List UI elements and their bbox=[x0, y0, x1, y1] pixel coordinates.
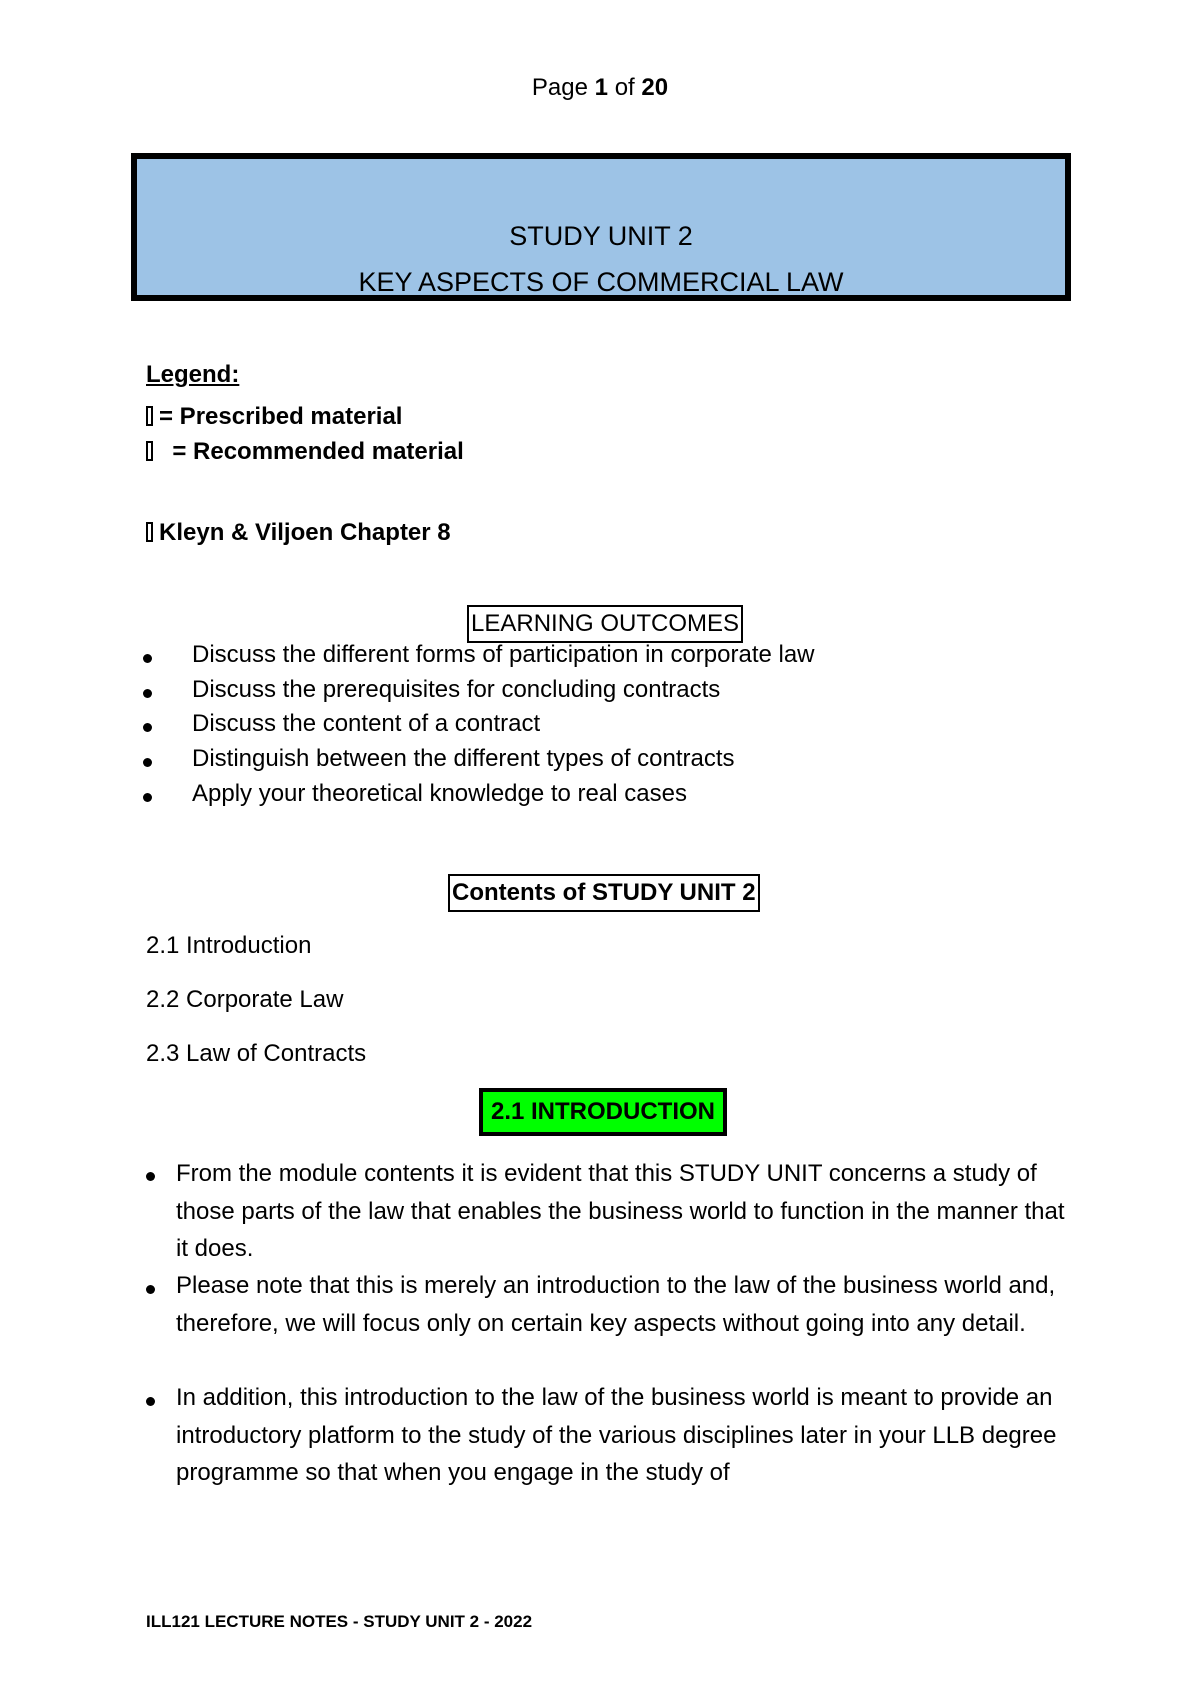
introduction-heading: 2.1 INTRODUCTION bbox=[479, 1088, 727, 1136]
study-unit-subtitle: KEY ASPECTS OF COMMERCIAL LAW bbox=[358, 267, 844, 297]
introduction-paragraph: In addition, this introduction to the law of the business world is meant to provide an introductory platform to the study of the various disciplines later in your LLB degree programme so that when you engage in the study of bbox=[176, 1384, 1057, 1486]
learning-outcome-item: Discuss the different forms of participation in corporate law bbox=[192, 641, 815, 668]
introduction-paragraph: From the module contents it is evident that this STUDY UNIT concerns a study of those parts of the law that enables the business world to function in the manner that it does. bbox=[176, 1160, 1065, 1262]
page-of: of bbox=[614, 74, 635, 101]
bullet bbox=[143, 758, 152, 767]
recommended-icon bbox=[146, 441, 153, 461]
legend-prescribed-text: = Prescribed material bbox=[159, 403, 403, 430]
page-number bbox=[0, 74, 1200, 102]
bullet bbox=[146, 1172, 155, 1181]
page-total: 20 bbox=[641, 74, 669, 101]
toc-item: 2.1 Introduction bbox=[146, 932, 312, 959]
bullet bbox=[143, 723, 152, 732]
legend-prescribed bbox=[146, 403, 402, 431]
study-unit-title: STUDY UNIT 2 bbox=[509, 221, 693, 251]
bullet bbox=[143, 689, 152, 698]
introduction-paragraph: Please note that this is merely an introduction to the law of the business world and, therefore, we will focus only on certain key aspects without going into any detail. bbox=[176, 1272, 1056, 1337]
bullet bbox=[146, 1285, 155, 1294]
reference-text: Kleyn & Viljoen Chapter 8 bbox=[159, 519, 451, 546]
bullet bbox=[146, 1397, 155, 1406]
toc-item: 2.2 Corporate Law bbox=[146, 986, 344, 1013]
learning-outcome-item: Apply your theoretical knowledge to real cases bbox=[192, 780, 687, 807]
legend-recommended bbox=[146, 438, 464, 466]
page-footer: ILL121 LECTURE NOTES - STUDY UNIT 2 - 2022 bbox=[146, 1612, 533, 1631]
bullet bbox=[143, 793, 152, 802]
legend-heading: Legend: bbox=[146, 361, 240, 388]
learning-outcomes-heading: LEARNING OUTCOMES bbox=[467, 605, 743, 643]
bullet bbox=[143, 654, 152, 663]
prescribed-reference bbox=[146, 519, 451, 547]
prescribed-icon bbox=[146, 406, 153, 426]
page-label: Page bbox=[531, 74, 588, 101]
prescribed-icon bbox=[146, 522, 153, 542]
page-current: 1 bbox=[594, 74, 609, 101]
legend-recommended-text: = Recommended material bbox=[159, 438, 464, 465]
learning-outcome-item: Discuss the content of a contract bbox=[192, 710, 541, 737]
title-box bbox=[131, 153, 1071, 301]
learning-outcome-item: Distinguish between the different types of contracts bbox=[192, 745, 735, 772]
toc-item: 2.3 Law of Contracts bbox=[146, 1040, 367, 1067]
contents-heading: Contents of STUDY UNIT 2 bbox=[448, 874, 760, 912]
learning-outcome-item: Discuss the prerequisites for concluding contracts bbox=[192, 676, 721, 703]
